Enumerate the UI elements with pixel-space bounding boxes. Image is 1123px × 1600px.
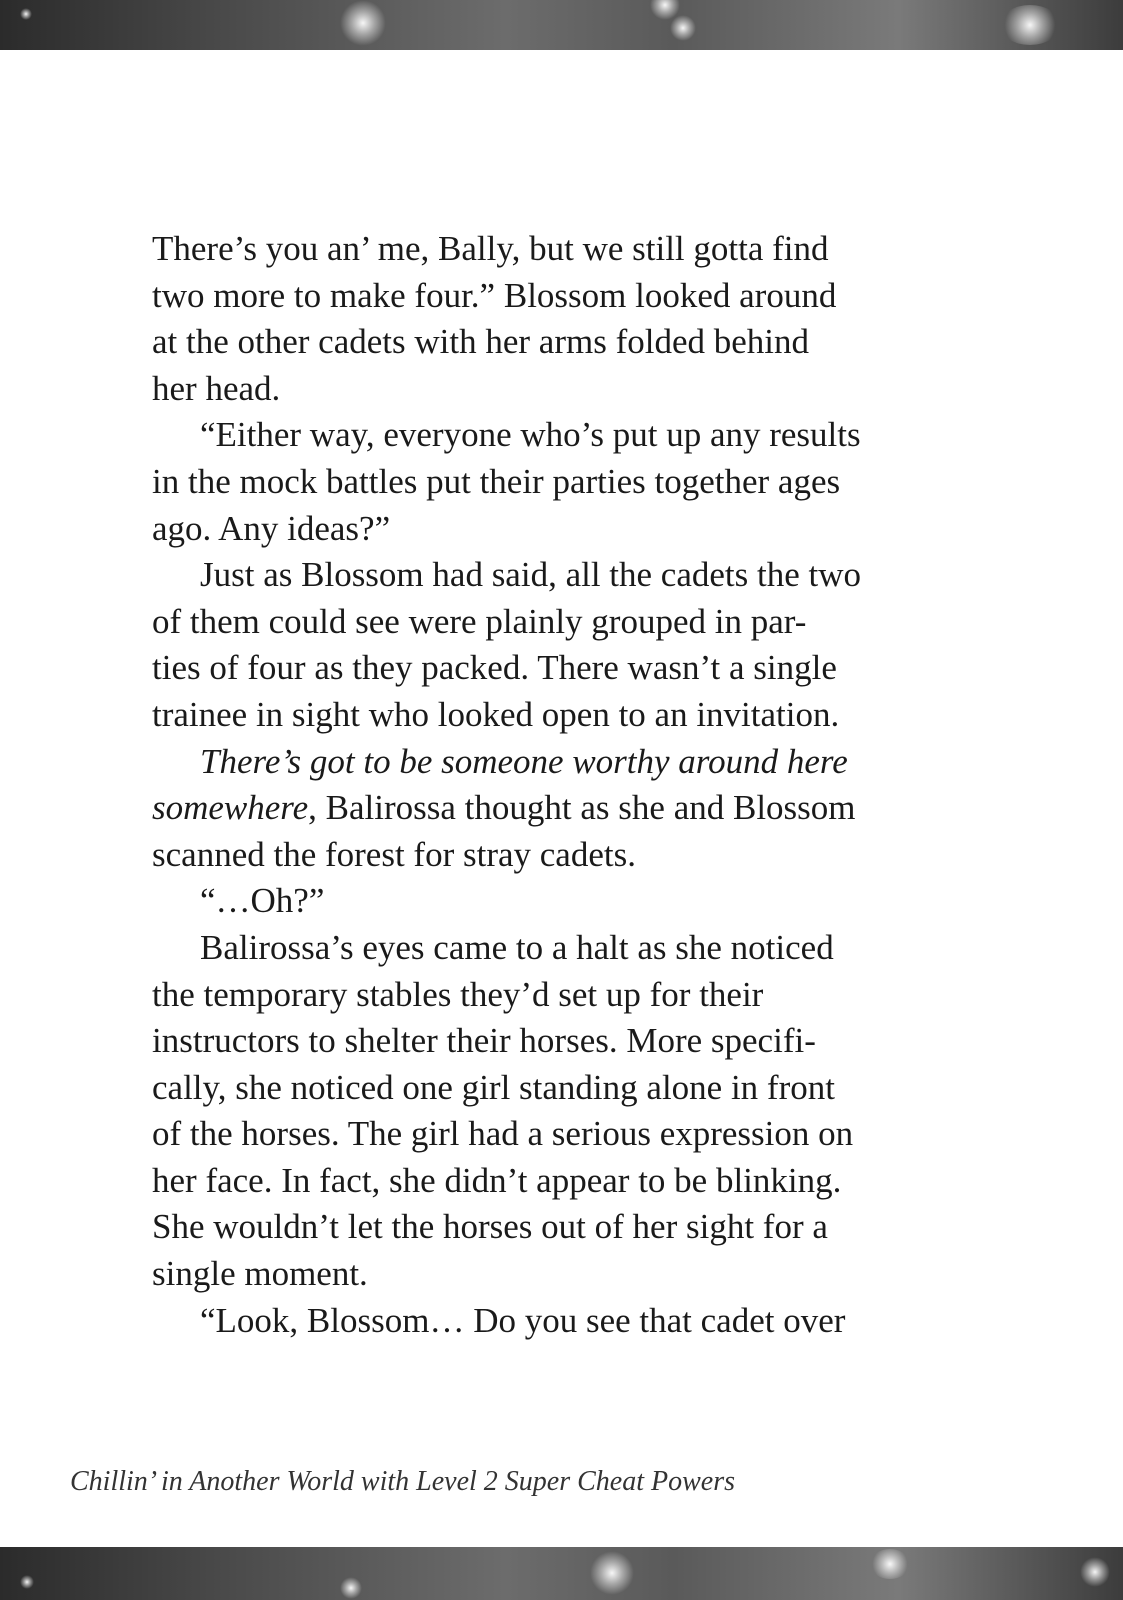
text-line: She wouldn’t let the horses out of her sight for a [152, 1207, 828, 1247]
text-line: ago. Any ideas?” [152, 508, 391, 548]
text-line: “Look, Blossom… Do you see that cadet over [200, 1300, 846, 1340]
text-line: There’s you an’ me, Bally, but we still gotta find [152, 229, 829, 268]
bottom-decorative-band [0, 1547, 1123, 1600]
text-line: of the horses. The girl had a serious expression on [152, 1114, 854, 1154]
text-line: ties of four as they packed. There wasn’t a single [152, 648, 837, 688]
text-line: Just as Blossom had said, all the cadets the two [200, 555, 862, 595]
text-line: scanned the forest for stray cadets. [152, 834, 636, 874]
body-text [152, 226, 952, 1344]
text-line: her face. In fact, she didn’t appear to be blinking. [152, 1160, 842, 1200]
sparkle-decoration [20, 8, 32, 20]
italic-fragment: somewhere [152, 788, 309, 828]
text-line: her head. [152, 368, 281, 408]
top-decorative-band [0, 0, 1123, 50]
text-line: single moment. [152, 1254, 368, 1294]
sparkle-decoration [1000, 5, 1060, 45]
text-line: of them could see were plainly grouped in par- [152, 601, 807, 641]
sparkle-decoration [1080, 1557, 1110, 1587]
text-line: trainee in sight who looked open to an invitation. [152, 694, 840, 734]
text-line: the temporary stables they’d set up for their [152, 974, 764, 1014]
text-line: at the other cadets with her arms folded behind [152, 322, 810, 362]
sparkle-decoration [590, 1551, 634, 1595]
sparkle-decoration [670, 15, 696, 41]
text-line: “Either way, everyone who’s put up any results [200, 415, 861, 455]
sparkle-decoration [20, 1575, 34, 1589]
text-line: in the mock battles put their parties together ages [152, 461, 841, 501]
sparkle-decoration [340, 1577, 362, 1599]
text-line: “…Oh?” [200, 881, 325, 921]
text-fragment: , Balirossa thought as she and Blossom [308, 788, 856, 828]
text-line: two more to make four.” Blossom looked around [152, 275, 837, 315]
sparkle-decoration [870, 1549, 910, 1579]
text-line-italic: There’s got to be someone worthy around here [200, 741, 848, 781]
running-footer-book-title: Chillin’ in Another World with Level 2 Super Cheat Powers [70, 1466, 735, 1497]
sparkle-decoration [340, 0, 386, 46]
text-line: cally, she noticed one girl standing alone in front [152, 1067, 835, 1107]
text-line: Balirossa’s eyes came to a halt as she noticed [200, 927, 834, 967]
text-line-mixed [152, 785, 952, 832]
text-line: instructors to shelter their horses. More specifi- [152, 1021, 816, 1061]
